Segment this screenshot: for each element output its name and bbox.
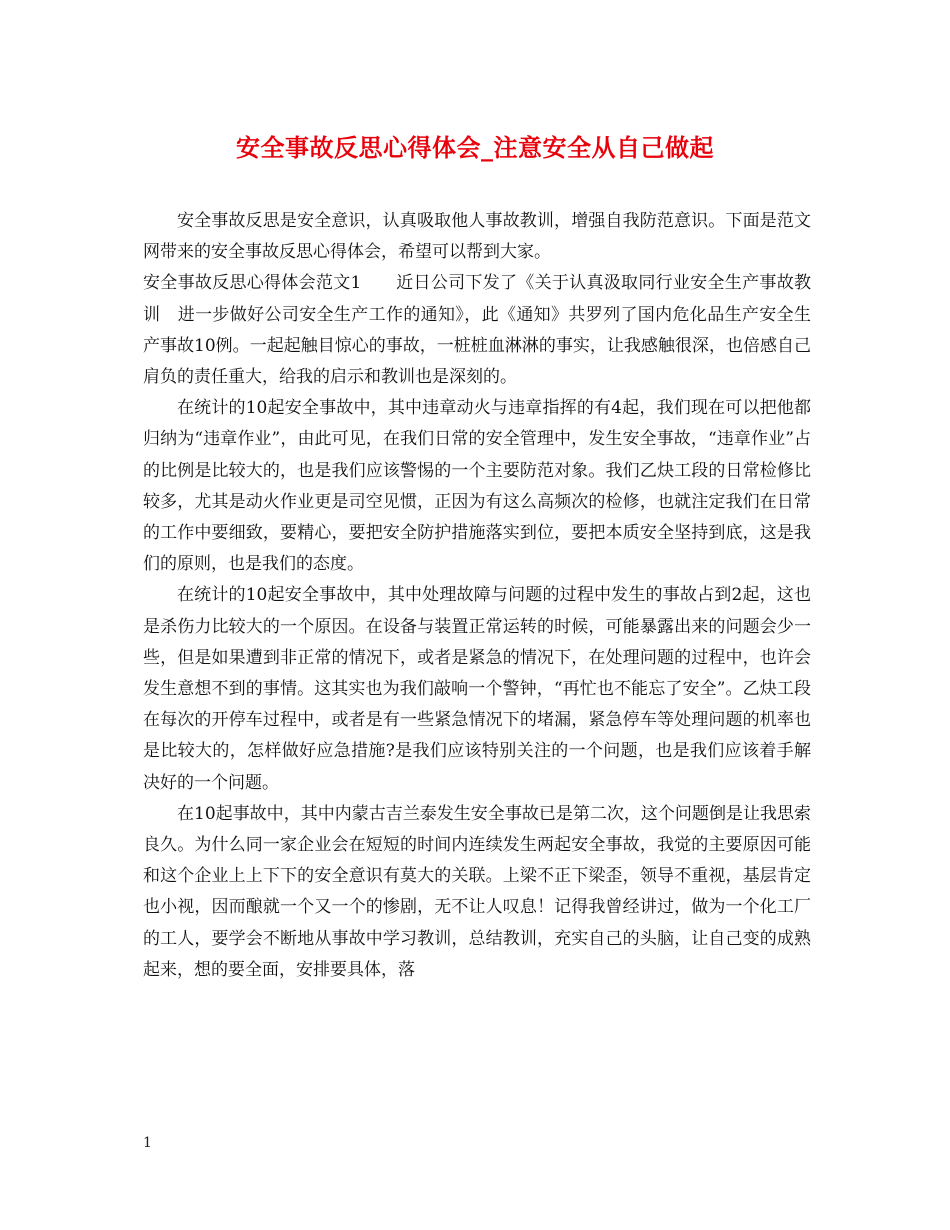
paragraph-2: 安全事故反思心得体会范文1 近日公司下发了《关于认真汲取同行业安全生产事故教训 进一步做好公司安全生产工作的通知》，此《通知》共罗列了国内危化品生产安全生产事故10例。一起起触目惊心的事故，一桩桩血淋淋的事实，让我感触很深，也倍感自己肩负的责任重大，给我的启示和教训也是深刻的。	[143, 273, 811, 388]
paragraph-3: 在统计的10起安全事故中，其中违章动火与违章指挥的有4起，我们现在可以把他都归纳为“违章作业”，由此可见，在我们日常的安全管理中，发生安全事故，“违章作业”占的比例是比较大的，也是我们应该警惕的一个主要防范对象。我们乙炔工段的日常检修比较多，尤其是动火作业更是司空见惯，正因为有这么高频次的检修，也就注定我们在日常的工作中要细致，要精心，要把安全防护措施落实到位，要把本质安全坚持到底，这是我们的原则，也是我们的态度。	[143, 398, 811, 575]
paragraph-1: 安全事故反思是安全意识，认真吸取他人事故教训，增强自我防范意识。下面是范文网带来的安全事故反思心得体会，希望可以帮到大家。	[143, 211, 811, 263]
document-body	[143, 206, 811, 986]
paragraph-5: 在10起事故中，其中内蒙古吉兰泰发生安全事故已是第二次，这个问题倒是让我思索良久。为什么同一家企业会在短短的时间内连续发生两起安全事故，我觉的主要原因可能和这个企业上上下下的安全意识有莫大的关联。上梁不正下梁歪，领导不重视，基层肯定也小视，因而酿就一个又一个的惨剧，无不让人叹息！记得我曾经讲过，做为一个化工厂的工人，要学会不断地从事故中学习教训，总结教训，充实自己的头脑，让自己变的成熟起来，想的要全面，安排要具体，落	[143, 803, 811, 980]
document-title: 安全事故反思心得体会_注意安全从自己做起	[236, 134, 714, 162]
paragraph-4: 在统计的10起安全事故中，其中处理故障与问题的过程中发生的事故占到2起，这也是杀伤力比较大的一个原因。在设备与装置正常运转的时候，可能暴露出来的问题会少一些，但是如果遭到非正常的情况下，或者是紧急的情况下，在处理问题的过程中，也许会发生意想不到的事情。这其实也为我们敲响一个警钟，“再忙也不能忘了安全”。乙炔工段在每次的开停车过程中，或者是有一些紧急情况下的堵漏，紧急停车等处理问题的机率也是比较大的，怎样做好应急措施?是我们应该特别关注的一个问题，也是我们应该着手解决好的一个问题。	[143, 585, 811, 793]
page-number: 1	[143, 1135, 152, 1151]
